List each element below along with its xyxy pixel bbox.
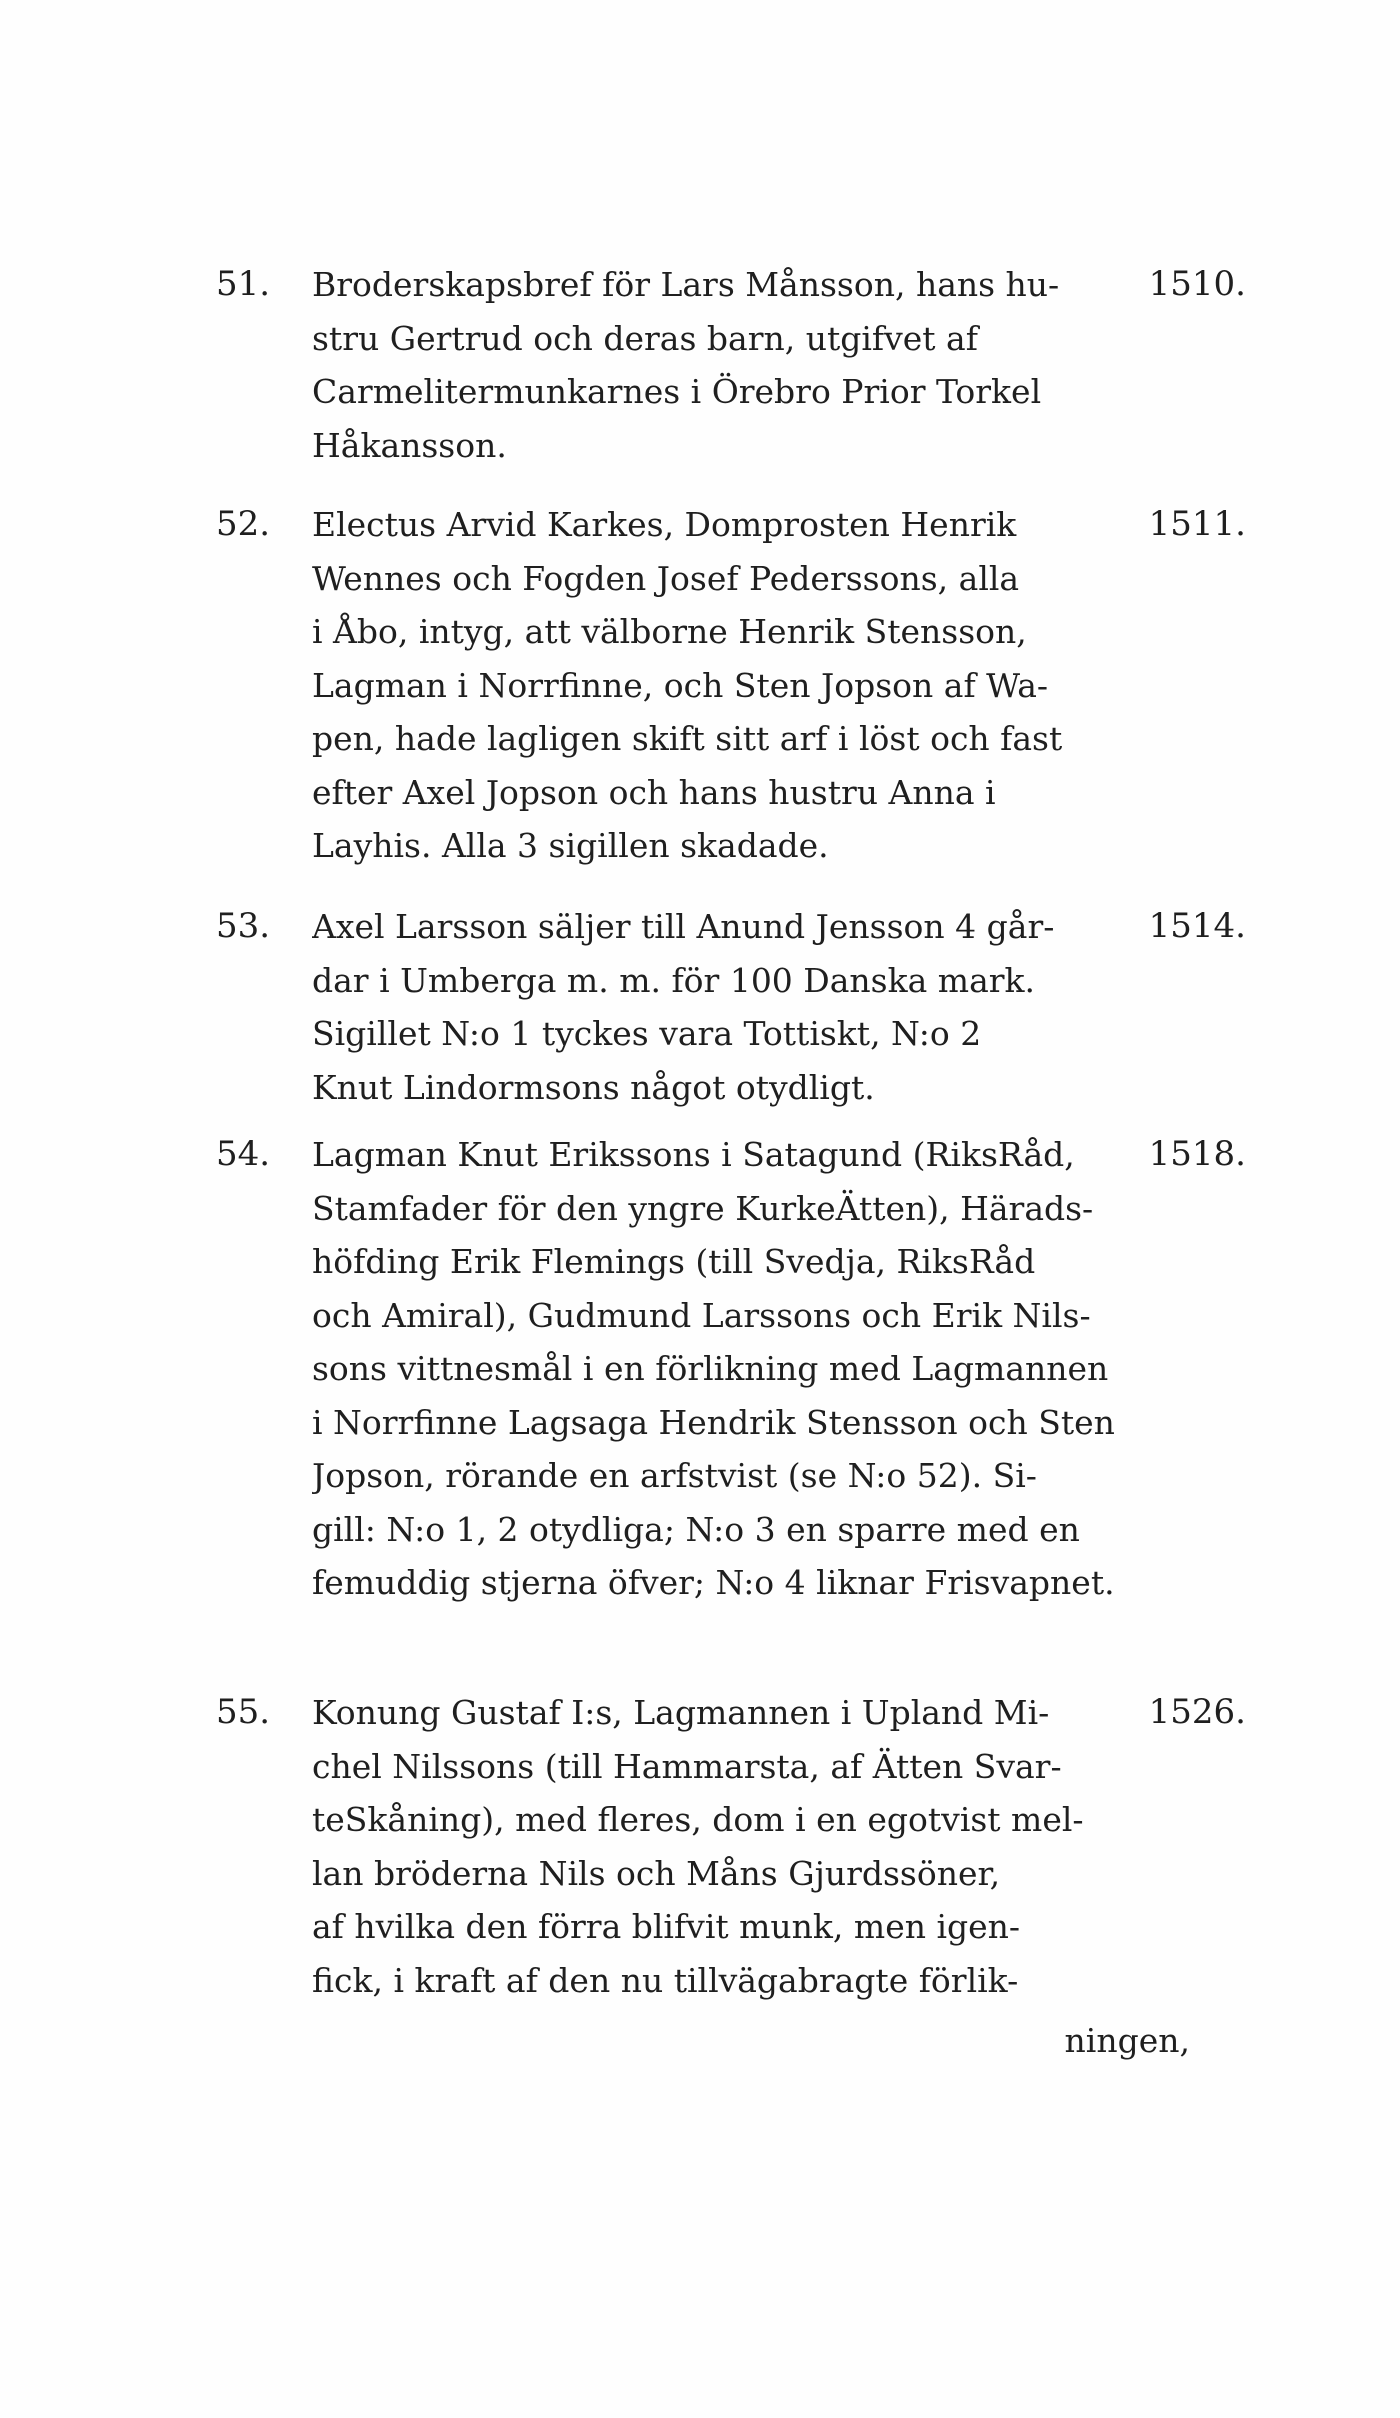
entry-line: Håkansson. xyxy=(312,425,507,465)
entry-line: femuddig stjerna öfver; N:o 4 liknar Frisvapnet. xyxy=(312,1563,1115,1602)
entry-line: fick, i kraft af den nu tillvägabragte förlik- xyxy=(312,1960,1019,2000)
entry-line: pen, hade lagligen skift sitt arf i löst och fast xyxy=(312,719,1063,758)
entry-line: i Norrfinne Lagsaga Hendrik Stensson och Sten xyxy=(312,1402,1115,1442)
entry-line: Konung Gustaf I:s, Lagmannen i Upland Mi- xyxy=(312,1693,1050,1732)
entry-line: Lagman Knut Erikssons i Satagund (RiksRåd, xyxy=(312,1135,1075,1174)
entry-line: sons vittnesmål i en förlikning med Lagmannen xyxy=(312,1349,1109,1388)
entry-line: stru Gertrud och deras barn, utgifvet af xyxy=(312,318,978,358)
entry-number: 51. xyxy=(216,264,271,304)
entry-year: 1511. xyxy=(1148,504,1246,544)
entry-53 xyxy=(216,900,1246,1120)
entry-55 xyxy=(216,1686,1246,2126)
entry-line: Knut Lindormsons något otydligt. xyxy=(312,1067,875,1107)
entry-line: Broderskapsbref för Lars Månsson, hans hu- xyxy=(312,265,1060,304)
entry-line: i Åbo, intyg, att välborne Henrik Stensson, xyxy=(312,612,1027,651)
entry-line: Jopson, rörande en arfstvist (se N:o 52). Si- xyxy=(312,1456,1037,1495)
entry-line: Wennes och Fogden Josef Pederssons, alla xyxy=(312,558,1020,598)
entry-line: af hvilka den förra blifvit munk, men igen- xyxy=(312,1907,1021,1946)
entry-line: Layhis. Alla 3 sigillen skadade. xyxy=(312,826,829,865)
entry-line: teSkåning), med fleres, dom i en egotvist mel- xyxy=(312,1800,1084,1839)
entry-number: 55. xyxy=(216,1692,271,1732)
entry-line: och Amiral), Gudmund Larssons och Erik Nils- xyxy=(312,1295,1091,1335)
entry-54 xyxy=(216,1128,1246,1618)
entry-year: 1510. xyxy=(1148,264,1246,304)
entry-number: 52. xyxy=(216,504,271,544)
entry-52 xyxy=(216,498,1246,878)
entry-year: 1514. xyxy=(1148,906,1246,946)
entry-line: dar i Umberga m. m. för 100 Danska mark. xyxy=(312,960,1036,1000)
entry-line: lan bröderna Nils och Måns Gjurdssöner, xyxy=(312,1853,1001,1893)
entry-line: chel Nilssons (till Hammarsta, af Ätten Svar- xyxy=(312,1746,1062,1786)
entry-line: Electus Arvid Karkes, Domprosten Henrik xyxy=(312,505,1017,544)
entry-line: Axel Larsson säljer till Anund Jensson 4 går- xyxy=(312,907,1055,946)
entry-51 xyxy=(216,258,1246,478)
entry-line: Sigillet N:o 1 tyckes vara Tottiskt, N:o 2 xyxy=(312,1014,982,1053)
entry-line: Carmelitermunkarnes i Örebro Prior Torkel xyxy=(312,372,1042,411)
entry-line: höfding Erik Flemings (till Svedja, RiksRåd xyxy=(312,1242,1036,1281)
catchword: ningen, xyxy=(1064,2021,1190,2060)
entry-year: 1526. xyxy=(1148,1692,1246,1732)
entry-line: gill: N:o 1, 2 otydliga; N:o 3 en sparre med en xyxy=(312,1509,1080,1549)
entry-year: 1518. xyxy=(1148,1134,1246,1174)
entry-number: 54. xyxy=(216,1134,271,1174)
entry-number: 53. xyxy=(216,906,271,946)
entry-line: Stamfader för den yngre KurkeÄtten), Härads- xyxy=(312,1188,1094,1228)
entry-line: Lagman i Norrfinne, och Sten Jopson af Wa- xyxy=(312,665,1049,705)
entry-line: efter Axel Jopson och hans hustru Anna i xyxy=(312,772,996,812)
